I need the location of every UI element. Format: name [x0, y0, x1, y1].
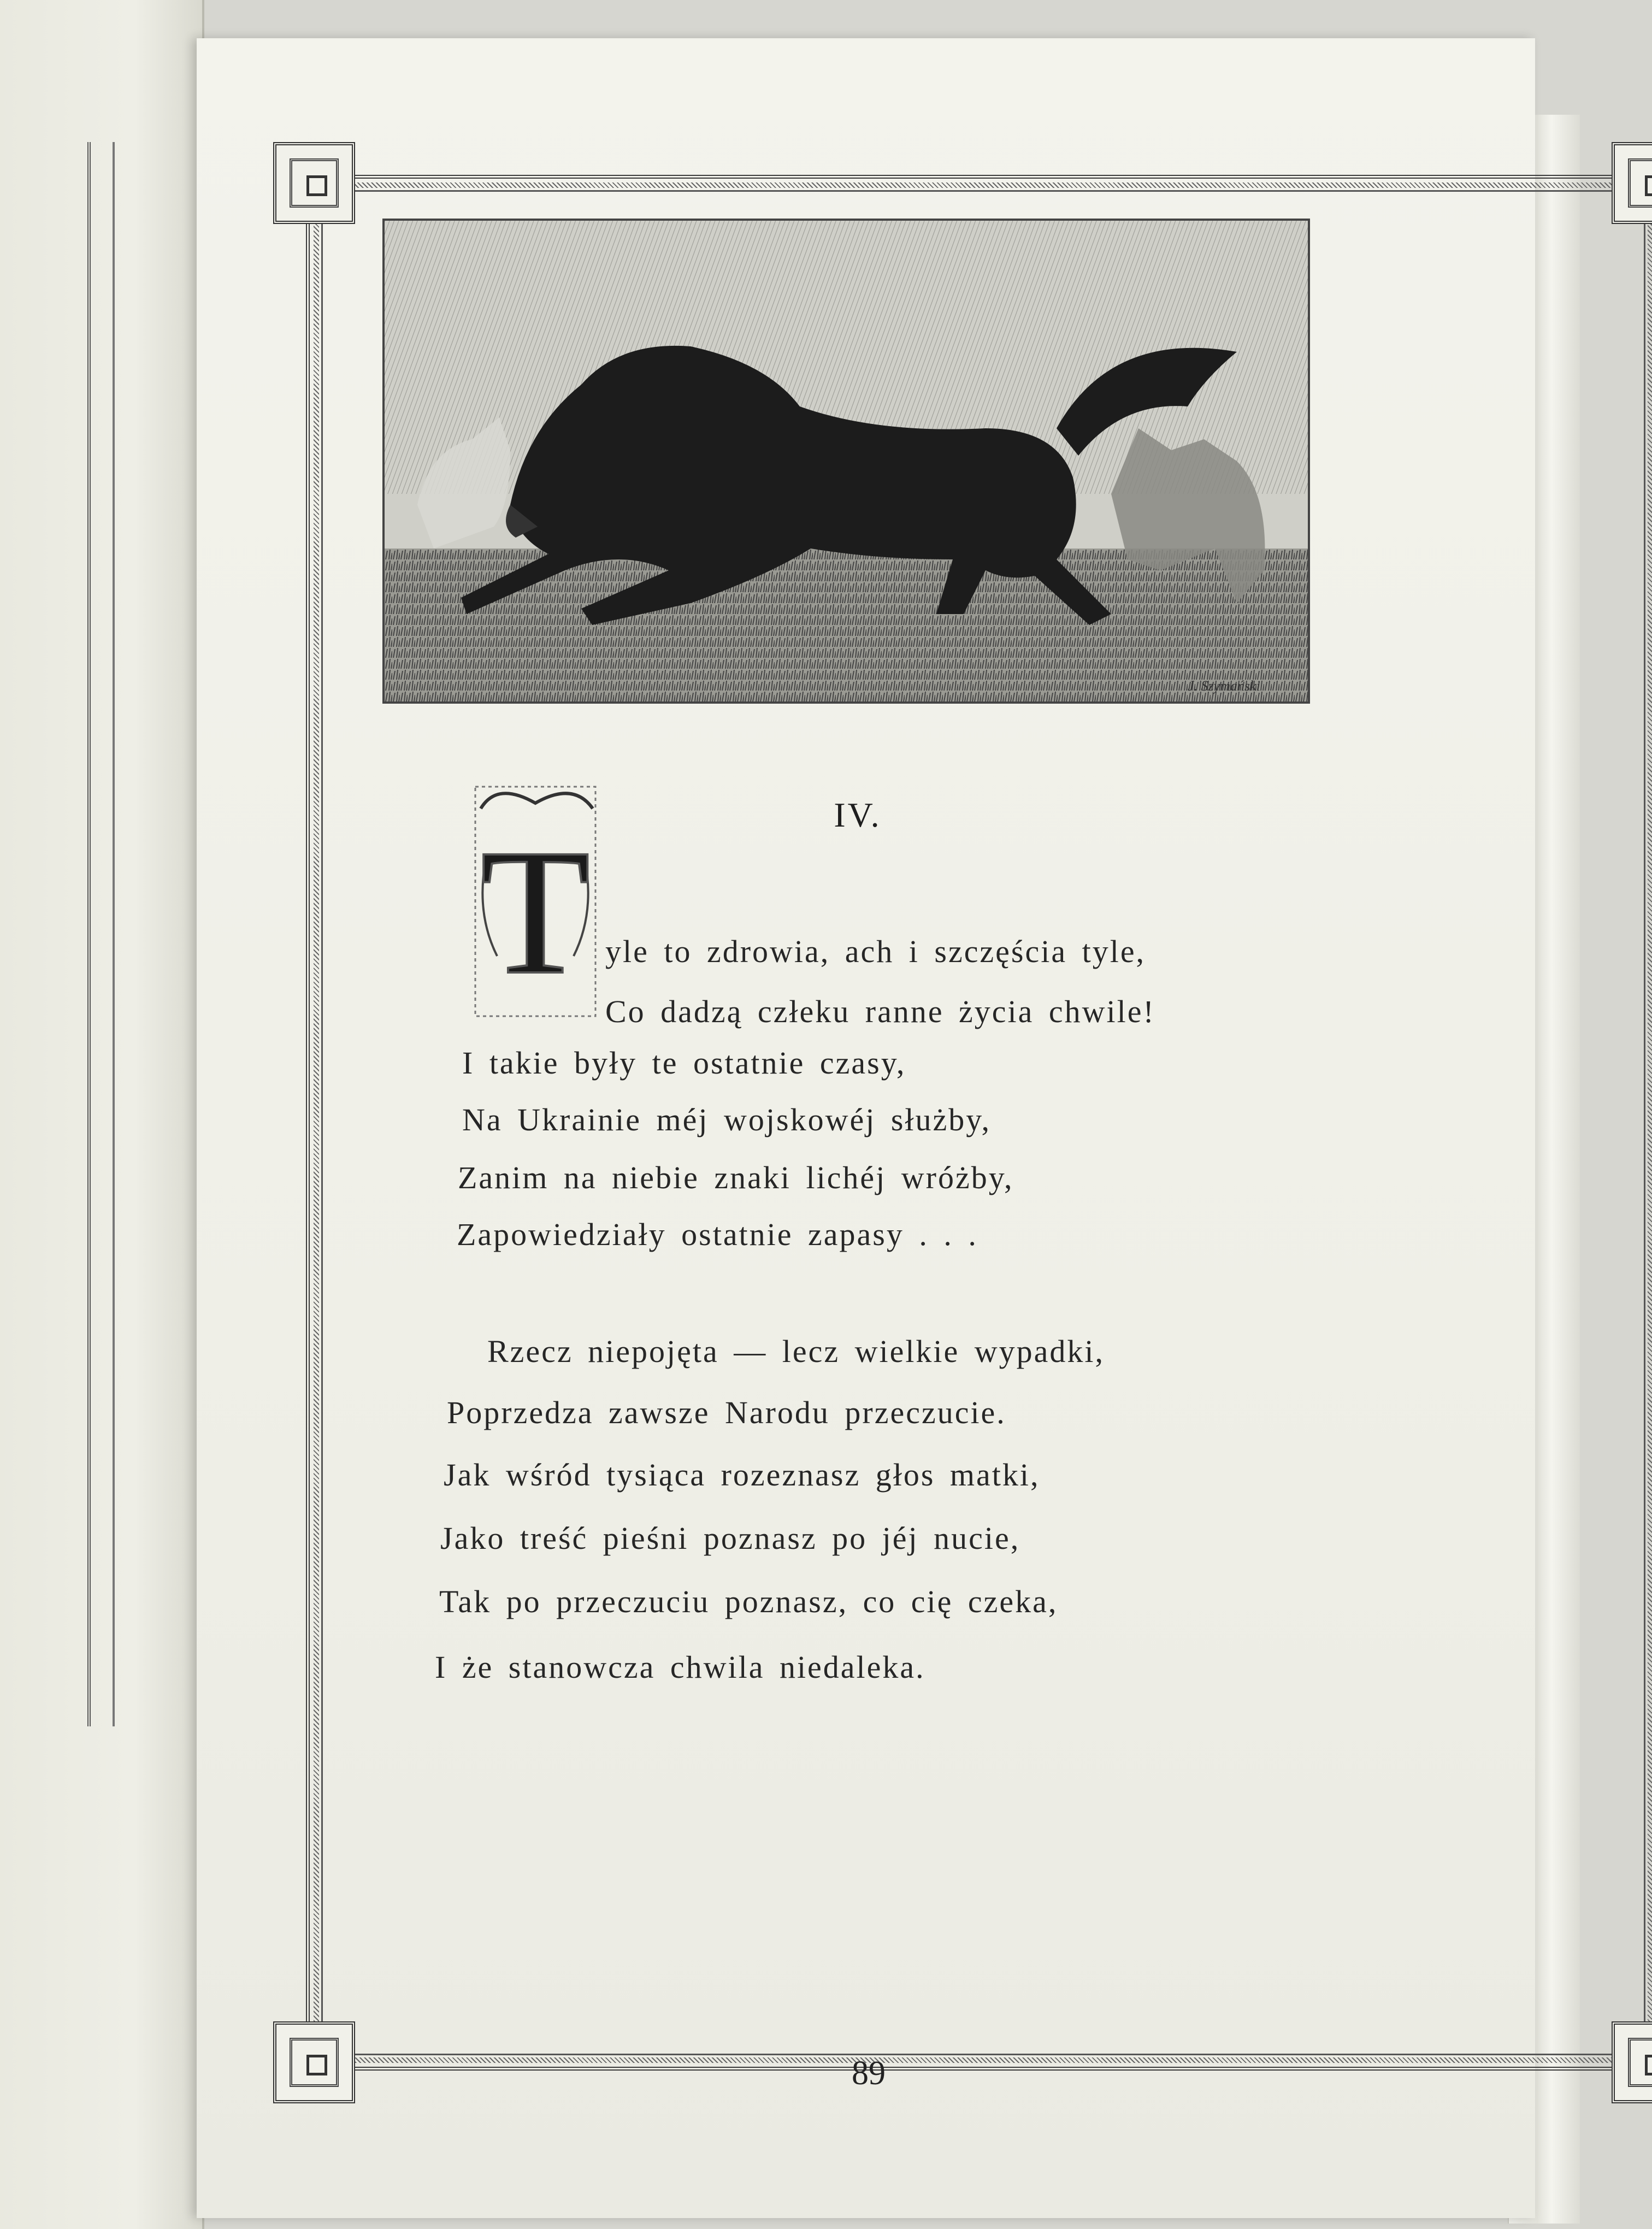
- poem-line: Poprzedza zawsze Narodu przeczucie.: [447, 1395, 1006, 1430]
- ornamental-dropcap-t: [464, 776, 606, 1033]
- greek-key-corner-icon: [273, 2021, 355, 2103]
- facing-page-border: [87, 142, 115, 1726]
- chapter-heading: IV.: [834, 795, 882, 834]
- poem-line: I że stanowcza chwila niedaleka.: [435, 1649, 925, 1685]
- greek-key-corner-icon: [1612, 2021, 1652, 2103]
- poem-line: Co dadzą człeku ranne życia chwile!: [605, 994, 1155, 1029]
- facing-page: [0, 0, 204, 2229]
- poem-line: Tak po przeczuciu poznasz, co cię czeka,: [439, 1584, 1058, 1619]
- artist-signature: J. Szymański: [1188, 678, 1260, 694]
- greek-key-corner-icon: [1612, 142, 1652, 224]
- page-number: 89: [852, 2055, 886, 2092]
- poem-line: yle to zdrowia, ach i szczęścia tyle,: [605, 934, 1146, 969]
- poem-line: Rzecz niepojęta — lecz wielkie wypadki,: [487, 1334, 1105, 1369]
- poem-line: Zanim na niebie znaki lichéj wróżby,: [458, 1160, 1014, 1195]
- poem-line: Jako treść pieśni poznasz po jéj nucie,: [440, 1520, 1020, 1556]
- poem-line: Jak wśród tysiąca rozeznasz głos matki,: [444, 1457, 1040, 1493]
- poem-line: I takie były te ostatnie czasy,: [462, 1045, 906, 1081]
- greek-key-corner-icon: [273, 142, 355, 224]
- dropcap-letter: T: [480, 812, 591, 1012]
- poem-line: Na Ukrainie méj wojskowéj służby,: [462, 1102, 991, 1137]
- poem-line: Zapowiedziały ostatnie zapasy . . .: [457, 1217, 978, 1252]
- galloping-horse-engraving: [382, 219, 1310, 704]
